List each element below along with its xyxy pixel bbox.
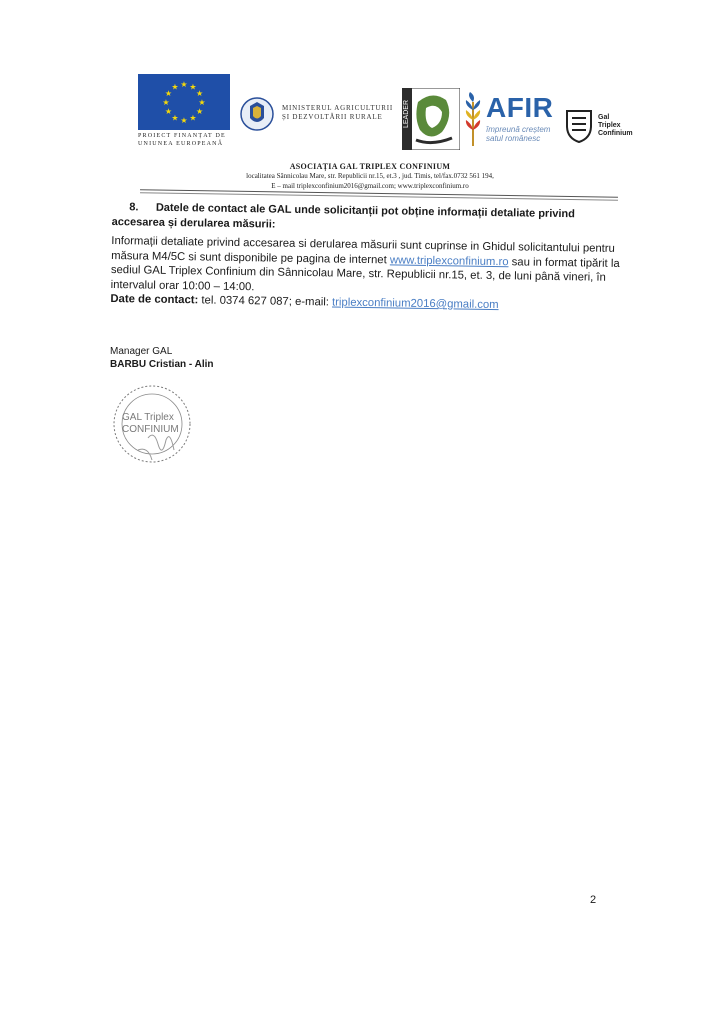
eu-star-icon: ★ <box>171 82 179 92</box>
signature-block <box>110 345 214 371</box>
website-link[interactable]: www.triplexconfinium.ro <box>389 253 509 268</box>
gal-logo-text <box>598 114 633 138</box>
eu-star-icon: ★ <box>180 116 188 125</box>
eu-star-icon: ★ <box>198 98 206 107</box>
paragraph-text: Informații detaliate privind accesarea si derularea măsurii sunt cuprinse in Ghidul solicitantului pentru măsura M4/5C si sunt disponibile pe pagina de internet <box>111 234 615 266</box>
eu-star-icon: ★ <box>162 98 170 107</box>
eu-star-icon: ★ <box>196 89 204 98</box>
afir-title: AFIR <box>486 92 554 123</box>
leader-logo-icon <box>402 88 460 150</box>
eu-star-icon: ★ <box>164 89 172 98</box>
svg-text:CONFINIUM: CONFINIUM <box>122 424 179 435</box>
svg-text:GAL Triplex: GAL Triplex <box>122 412 174 423</box>
association-address: localitatea Sânnicolau Mare, str. Republicii nr.15, et.3 , jud. Timis, tel/fax.0732 561 194, <box>246 172 494 180</box>
eu-logo-block <box>138 74 234 148</box>
contact-text: tel. 0374 627 087; e-mail: <box>198 294 333 309</box>
eu-caption: PROIECT FINANȚAT DE UNIUNEA EUROPEANĂ <box>138 133 226 147</box>
email-link[interactable]: triplexconfinium2016@gmail.com <box>331 296 499 312</box>
eu-star-icon: ★ <box>189 113 197 123</box>
eu-star-icon: ★ <box>196 107 204 116</box>
eu-star-icon: ★ <box>171 113 179 123</box>
gal-logo-line: Gal <box>598 114 610 121</box>
ministry-text: MINISTERUL AGRICULTURII ȘI DEZVOLTĂRII RURALE <box>282 104 394 121</box>
wheat-icon <box>462 92 484 148</box>
gal-shield-icon <box>564 108 594 144</box>
manager-role: Manager GAL <box>110 346 173 357</box>
eu-star-icon: ★ <box>180 80 188 89</box>
gal-logo-line: Confinium <box>598 130 633 137</box>
eu-star-icon: ★ <box>164 107 172 116</box>
document-body <box>110 200 624 315</box>
eu-star-icon: ★ <box>189 82 197 92</box>
info-paragraph <box>111 234 624 300</box>
svg-text:LEADER: LEADER <box>403 99 410 128</box>
manager-name: BARBU Cristian - Alin <box>110 359 214 370</box>
section-number: 8. <box>129 201 139 214</box>
gal-logo-line: Triplex <box>598 122 621 129</box>
afir-logo <box>486 94 558 143</box>
page-number: 2 <box>590 894 597 906</box>
paragraph-text: sau in format tipărit la sediul GAL Triplex Confinium din Sânnicolau Mare, str. Republicii nr.15, et. 3, de luni până vineri, în intervalul orar 10:00 – 14:00. <box>110 255 620 293</box>
romanian-coat-of-arms-icon <box>240 94 274 134</box>
stamp-icon <box>108 380 204 472</box>
contact-label: Date de contact: <box>110 292 199 307</box>
eu-flag-icon <box>138 74 230 130</box>
afir-slogan: împreună creștem satul românesc <box>486 125 551 143</box>
section-title: Datele de contact ale GAL unde solicitanții pot obține informații detaliate privind accesarea și derularea măsurii: <box>111 201 576 231</box>
association-contact: E – mail triplexconfinium2016@gmail.com; www.triplexconfinium.ro <box>271 182 469 190</box>
section-heading <box>112 200 624 238</box>
association-name: ASOCIAȚIA GAL TRIPLEX CONFINIUM <box>289 162 451 171</box>
association-block <box>150 162 590 191</box>
